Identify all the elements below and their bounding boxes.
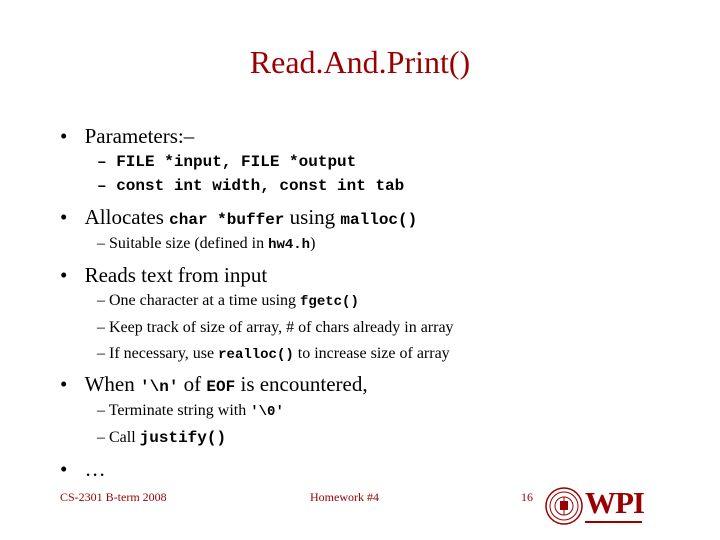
bullet-text: When [84, 372, 141, 396]
footer-homework: Homework #4 [310, 490, 379, 504]
bullet-text: … [84, 457, 106, 481]
sub-bullet-one-character [97, 292, 359, 310]
sub-bullet-realloc [97, 345, 450, 363]
footer-page-number: 16 [521, 490, 533, 504]
bullet-text: is encountered, [235, 372, 368, 396]
bullet-glyph: • [60, 205, 68, 229]
bullet-glyph: • [60, 263, 68, 287]
sub-bullet-text: to increase size of array [293, 345, 450, 362]
sub-bullet-text: – Terminate string with [97, 402, 251, 419]
code-null-char: '\0' [250, 404, 284, 420]
sub-bullet-text: – Suitable size (defined in [97, 235, 269, 252]
sub-bullet-text: ) [310, 235, 316, 252]
bullet-glyph: • [60, 372, 68, 396]
sub-bullet-suitable-size [97, 235, 315, 253]
code-hw4h: hw4.h [268, 237, 311, 253]
sub-bullet-terminate [97, 402, 284, 420]
bullet-reads-text [60, 263, 267, 288]
bullet-allocates [60, 205, 417, 230]
slide-title: Read.And.Print() [249, 44, 471, 80]
code-malloc: malloc() [340, 211, 418, 229]
bullet-glyph: • [60, 457, 68, 481]
logo-underline [585, 521, 642, 523]
code-justify: justify() [139, 429, 227, 447]
sub-bullet-keep-track: – Keep track of size of array, # of chars already in array [97, 319, 454, 336]
bullet-text: of [178, 372, 207, 396]
sub-bullet-call-justify [97, 429, 226, 447]
code-fgetc: fgetc() [300, 294, 359, 310]
wpi-logo-text: WPI [585, 485, 644, 520]
bullet-text: Allocates [84, 205, 170, 229]
sub-bullet-text: – One character at a time using [97, 292, 301, 309]
code-realloc: realloc() [218, 347, 294, 363]
bullet-glyph: • [60, 124, 68, 148]
footer-course: CS-2301 B-term 2008 [60, 490, 167, 504]
sub-bullet-text: – Call [97, 429, 140, 446]
bullet-text: Parameters:– [84, 124, 195, 148]
bullet-text: Reads text from input [84, 263, 268, 287]
code-char-buffer: char *buffer [169, 211, 285, 229]
sub-bullet-text: – If necessary, use [97, 345, 219, 362]
sub-bullet-file-params: – FILE *input, FILE *output [97, 153, 357, 171]
bullet-when-encountered [60, 372, 368, 397]
bullet-parameters [60, 124, 194, 149]
wpi-seal-icon [545, 484, 583, 528]
code-eof: EOF [206, 378, 236, 396]
bullet-ellipsis [60, 457, 106, 482]
sub-bullet-const-params: – const int width, const int tab [97, 177, 405, 195]
code-newline: '\n' [140, 378, 179, 396]
bullet-text: using [284, 205, 341, 229]
